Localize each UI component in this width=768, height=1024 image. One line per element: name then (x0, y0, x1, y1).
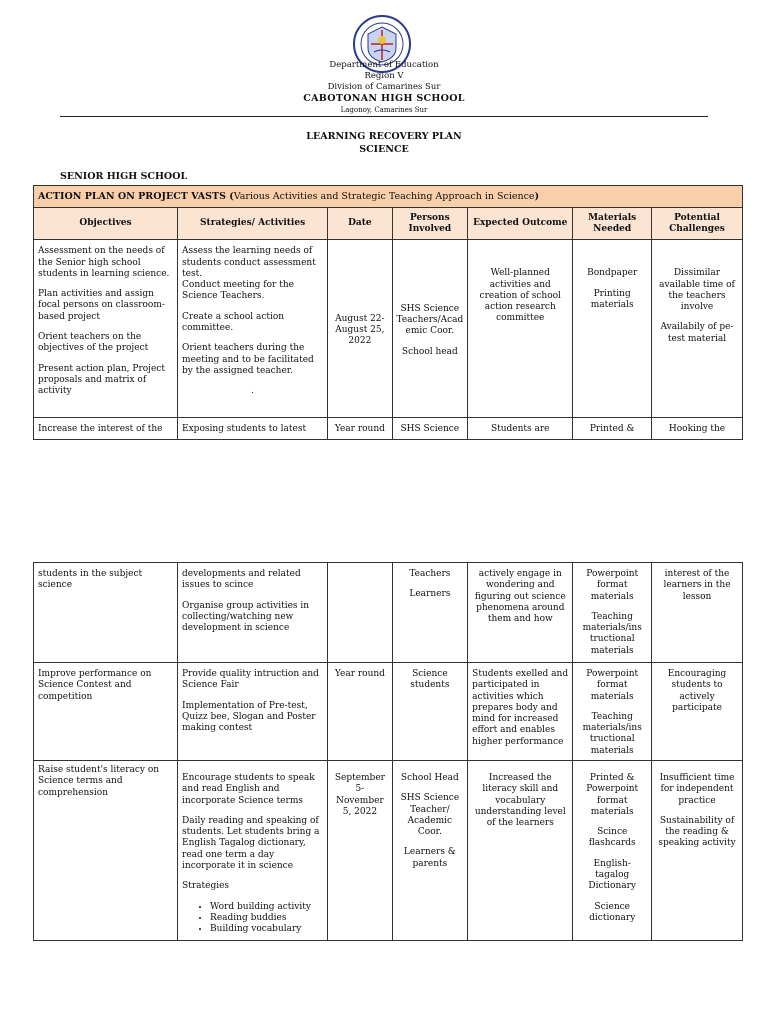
cell-persons: SHS Science (392, 418, 468, 440)
cell-strategies: Encourage students to speak and read English and incorporate Science terms Daily reading and speaking of students. Let students bring a English Tagalog dictionary, read one term a day incorporate it in science Strategies • Word building activity • Reading buddies • Building vocabulary (178, 761, 328, 941)
grade-level-heading: SENIOR HIGH SCHOOL (60, 171, 188, 182)
school-location: Lagonoy, Camarines Sur (340, 106, 428, 114)
cell-persons: School Head SHS Science Teacher/ Academic Coor. Learners & parents (392, 761, 468, 941)
cell-date: Year round (328, 418, 392, 440)
plan-subject: SCIENCE (359, 144, 409, 155)
cell-outcome: Students are (468, 418, 573, 440)
region-name: Region V (364, 71, 404, 81)
header-divider (60, 116, 708, 117)
cell-outcome: actively engage in wondering and figuring out science phenomena around them and how (468, 563, 573, 663)
table-row (34, 418, 743, 440)
cell-date (328, 563, 392, 663)
cell-materials: Printed & Powerpoint format materials Scince flashcards English-tagalog Dictionary Science dictionary (573, 761, 652, 941)
table-row (34, 563, 743, 663)
cell-objectives: Increase the interest of the (34, 418, 178, 440)
col-header-strategies: Strategies/ Activities (178, 208, 328, 240)
list-item: • Reading buddies (210, 913, 323, 924)
cell-date: September 5- November 5, 2022 (328, 761, 392, 941)
table-row (34, 663, 743, 761)
cell-materials: Printed & (573, 418, 652, 440)
cell-strategies: Assess the learning needs of students conduct assessment test. Conduct meeting for the Science Teachers. Create a school action committee. Orient teachers during the meeting and to be facilitated by the assigned teacher. . (178, 240, 328, 418)
cell-outcome: Well-planned activities and creation of school action research committee (468, 240, 573, 418)
col-header-date: Date (328, 208, 392, 240)
action-plan-banner: ACTION PLAN ON PROJECT VASTS (Various Activities and Strategic Teaching Approach in Science) (34, 186, 743, 208)
cell-materials: Bondpaper Printing materials (573, 240, 652, 418)
table-row (34, 240, 743, 418)
plan-title: LEARNING RECOVERY PLAN (306, 131, 462, 142)
department-name: Department of Education (329, 60, 439, 70)
school-name: CABOTONAN HIGH SCHOOL (303, 93, 465, 104)
list-item: • Word building activity (210, 902, 323, 913)
cell-objectives: Improve performance on Science Contest and competition (34, 663, 178, 761)
cell-persons: Science students (392, 663, 468, 761)
cell-challenges: Insufficient time for independent practice Sustainability of the reading & speaking activity (652, 761, 743, 941)
col-header-materials: Materials Needed (573, 208, 652, 240)
col-header-outcome: Expected Outcome (468, 208, 573, 240)
cell-challenges: Encouraging students to actively participate (652, 663, 743, 761)
cell-outcome: Increased the literacy skill and vocabulary understanding level of the learners (468, 761, 573, 941)
cell-strategies: developments and related issues to scince Organise group activities in collecting/watching new development in science (178, 563, 328, 663)
cell-challenges: interest of the learners in the lesson (652, 563, 743, 663)
strategies-list (182, 902, 323, 936)
cell-materials: Powerpoint format materials Teaching materials/ins tructional materials (573, 563, 652, 663)
cell-challenges: Dissimilar available time of the teachers involve Availabily of pe-test material (652, 240, 743, 418)
cell-objectives: Assessment on the needs of the Senior high school students in learning science. Plan activities and assign focal persons on classroom-based project Orient teachers on the objectives of the project Present action plan, Project proposals and matrix of activity (34, 240, 178, 418)
cell-date: Year round (328, 663, 392, 761)
cell-strategies: Exposing students to latest (178, 418, 328, 440)
cell-outcome: Students exelled and participated in activities which prepares body and mind for increased effort and enables higher performance (468, 663, 573, 761)
cell-persons: SHS Science Teachers/Acad emic Coor. School head (392, 240, 468, 418)
cell-objectives: students in the subject science (34, 563, 178, 663)
action-plan-table (33, 185, 743, 440)
cell-persons: Teachers Learners (392, 563, 468, 663)
cell-strategies: Provide quality intruction and Science Fair Implementation of Pre-test, Quizz bee, Slogan and Poster making contest (178, 663, 328, 761)
division-name: Division of Camarines Sur (327, 82, 441, 92)
col-header-challenges: Potential Challenges (652, 208, 743, 240)
cell-objectives: Raise student's literacy on Science terms and comprehension (34, 761, 178, 941)
list-item: • Building vocabulary (210, 924, 323, 935)
cell-date: August 22- August 25, 2022 (328, 240, 392, 418)
col-header-objectives: Objectives (34, 208, 178, 240)
action-plan-table-continued (33, 562, 743, 941)
cell-challenges: Hooking the (652, 418, 743, 440)
table-row (34, 761, 743, 941)
cell-materials: Powerpoint format materials Teaching materials/ins tructional materials (573, 663, 652, 761)
col-header-persons: Persons Involved (392, 208, 468, 240)
